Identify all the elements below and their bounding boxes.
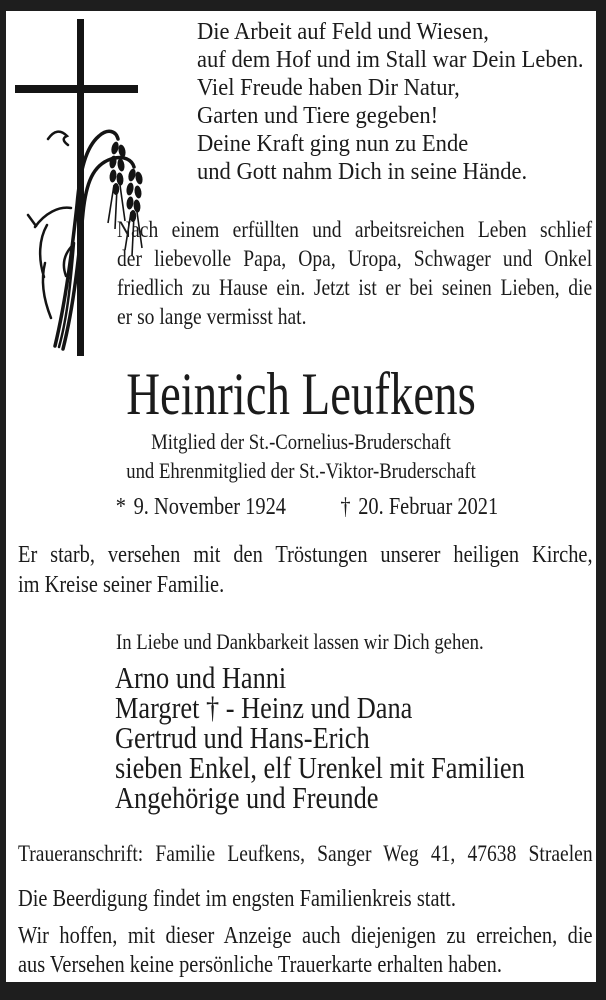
death-notice-line: im Kreise seiner Familie. bbox=[18, 572, 225, 598]
membership-lines bbox=[50, 427, 552, 485]
death-notice-paragraph bbox=[18, 540, 593, 600]
farewell-line: In Liebe und Dankbarkeit lassen wir Dich gehen. bbox=[116, 629, 484, 654]
mourner-name: Angehörige und Freunde bbox=[115, 780, 379, 815]
death-date-group bbox=[340, 492, 498, 522]
death-date: 20. Februar 2021 bbox=[358, 494, 499, 520]
obituary-card bbox=[6, 11, 596, 982]
membership-line: Mitglied der St.-Cornelius-Bruderschaft bbox=[151, 429, 451, 454]
memorial-poem bbox=[197, 18, 584, 186]
mourning-address bbox=[18, 840, 593, 868]
intro-paragraph bbox=[117, 215, 592, 331]
intro-line: er so lange vermisst hat. bbox=[117, 304, 307, 329]
mourner-name: Gertrud und Hans-Erich bbox=[115, 720, 370, 755]
deceased-name: Heinrich Leufkens bbox=[126, 361, 476, 427]
mourner-name: Arno und Hanni bbox=[115, 660, 287, 695]
intro-line: friedlich zu Hause ein. Jetzt ist er bei seinen Lieben, die bbox=[117, 275, 593, 300]
mourners-list bbox=[115, 660, 525, 815]
wheat-heads-icon bbox=[109, 141, 144, 222]
membership-line: und Ehrenmitglied der St.-Viktor-Bruderschaft bbox=[126, 458, 476, 483]
death-notice-line: Er starb, versehen mit den Tröstungen unserer heiligen Kirche, bbox=[18, 542, 593, 568]
intro-line: Nach einem erfüllten und arbeitsreichen Leben schlief bbox=[117, 217, 593, 242]
intro-line: der liebevolle Papa, Opa, Uropa, Schwager und Onkel bbox=[117, 246, 593, 271]
born-symbol-icon: * bbox=[115, 494, 126, 520]
poem-line: Deine Kraft ging nun zu Ende bbox=[197, 131, 469, 157]
mourner-name: Margret † - Heinz und Dana bbox=[115, 690, 413, 725]
closing-paragraph bbox=[18, 922, 593, 980]
life-dates bbox=[50, 492, 552, 522]
poem-line: Garten und Tiere gegeben! bbox=[197, 103, 439, 129]
mourner-name: sieben Enkel, elf Urenkel mit Familien bbox=[115, 750, 525, 785]
poem-line: auf dem Hof und im Stall war Dein Leben. bbox=[197, 47, 584, 73]
birth-date: 9. November 1924 bbox=[133, 494, 286, 520]
mourning-address-line: Traueranschrift: Familie Leufkens, Sanger Weg 41, 47638 Straelen bbox=[18, 841, 593, 866]
closing-line: aus Versehen keine persönliche Trauerkarte erhalten haben. bbox=[18, 952, 502, 978]
died-symbol-icon: † bbox=[340, 494, 351, 520]
poem-line: und Gott nahm Dich in seine Hände. bbox=[197, 159, 528, 185]
birth-date-group bbox=[116, 492, 286, 522]
closing-line: Wir hoffen, mit dieser Anzeige auch diejenigen zu erreichen, die bbox=[18, 923, 593, 949]
funeral-info-line: Die Beerdigung findet im engsten Familienkreis statt. bbox=[18, 886, 456, 912]
poem-line: Viel Freude haben Dir Natur, bbox=[197, 75, 460, 101]
poem-line: Die Arbeit auf Feld und Wiesen, bbox=[197, 19, 489, 45]
